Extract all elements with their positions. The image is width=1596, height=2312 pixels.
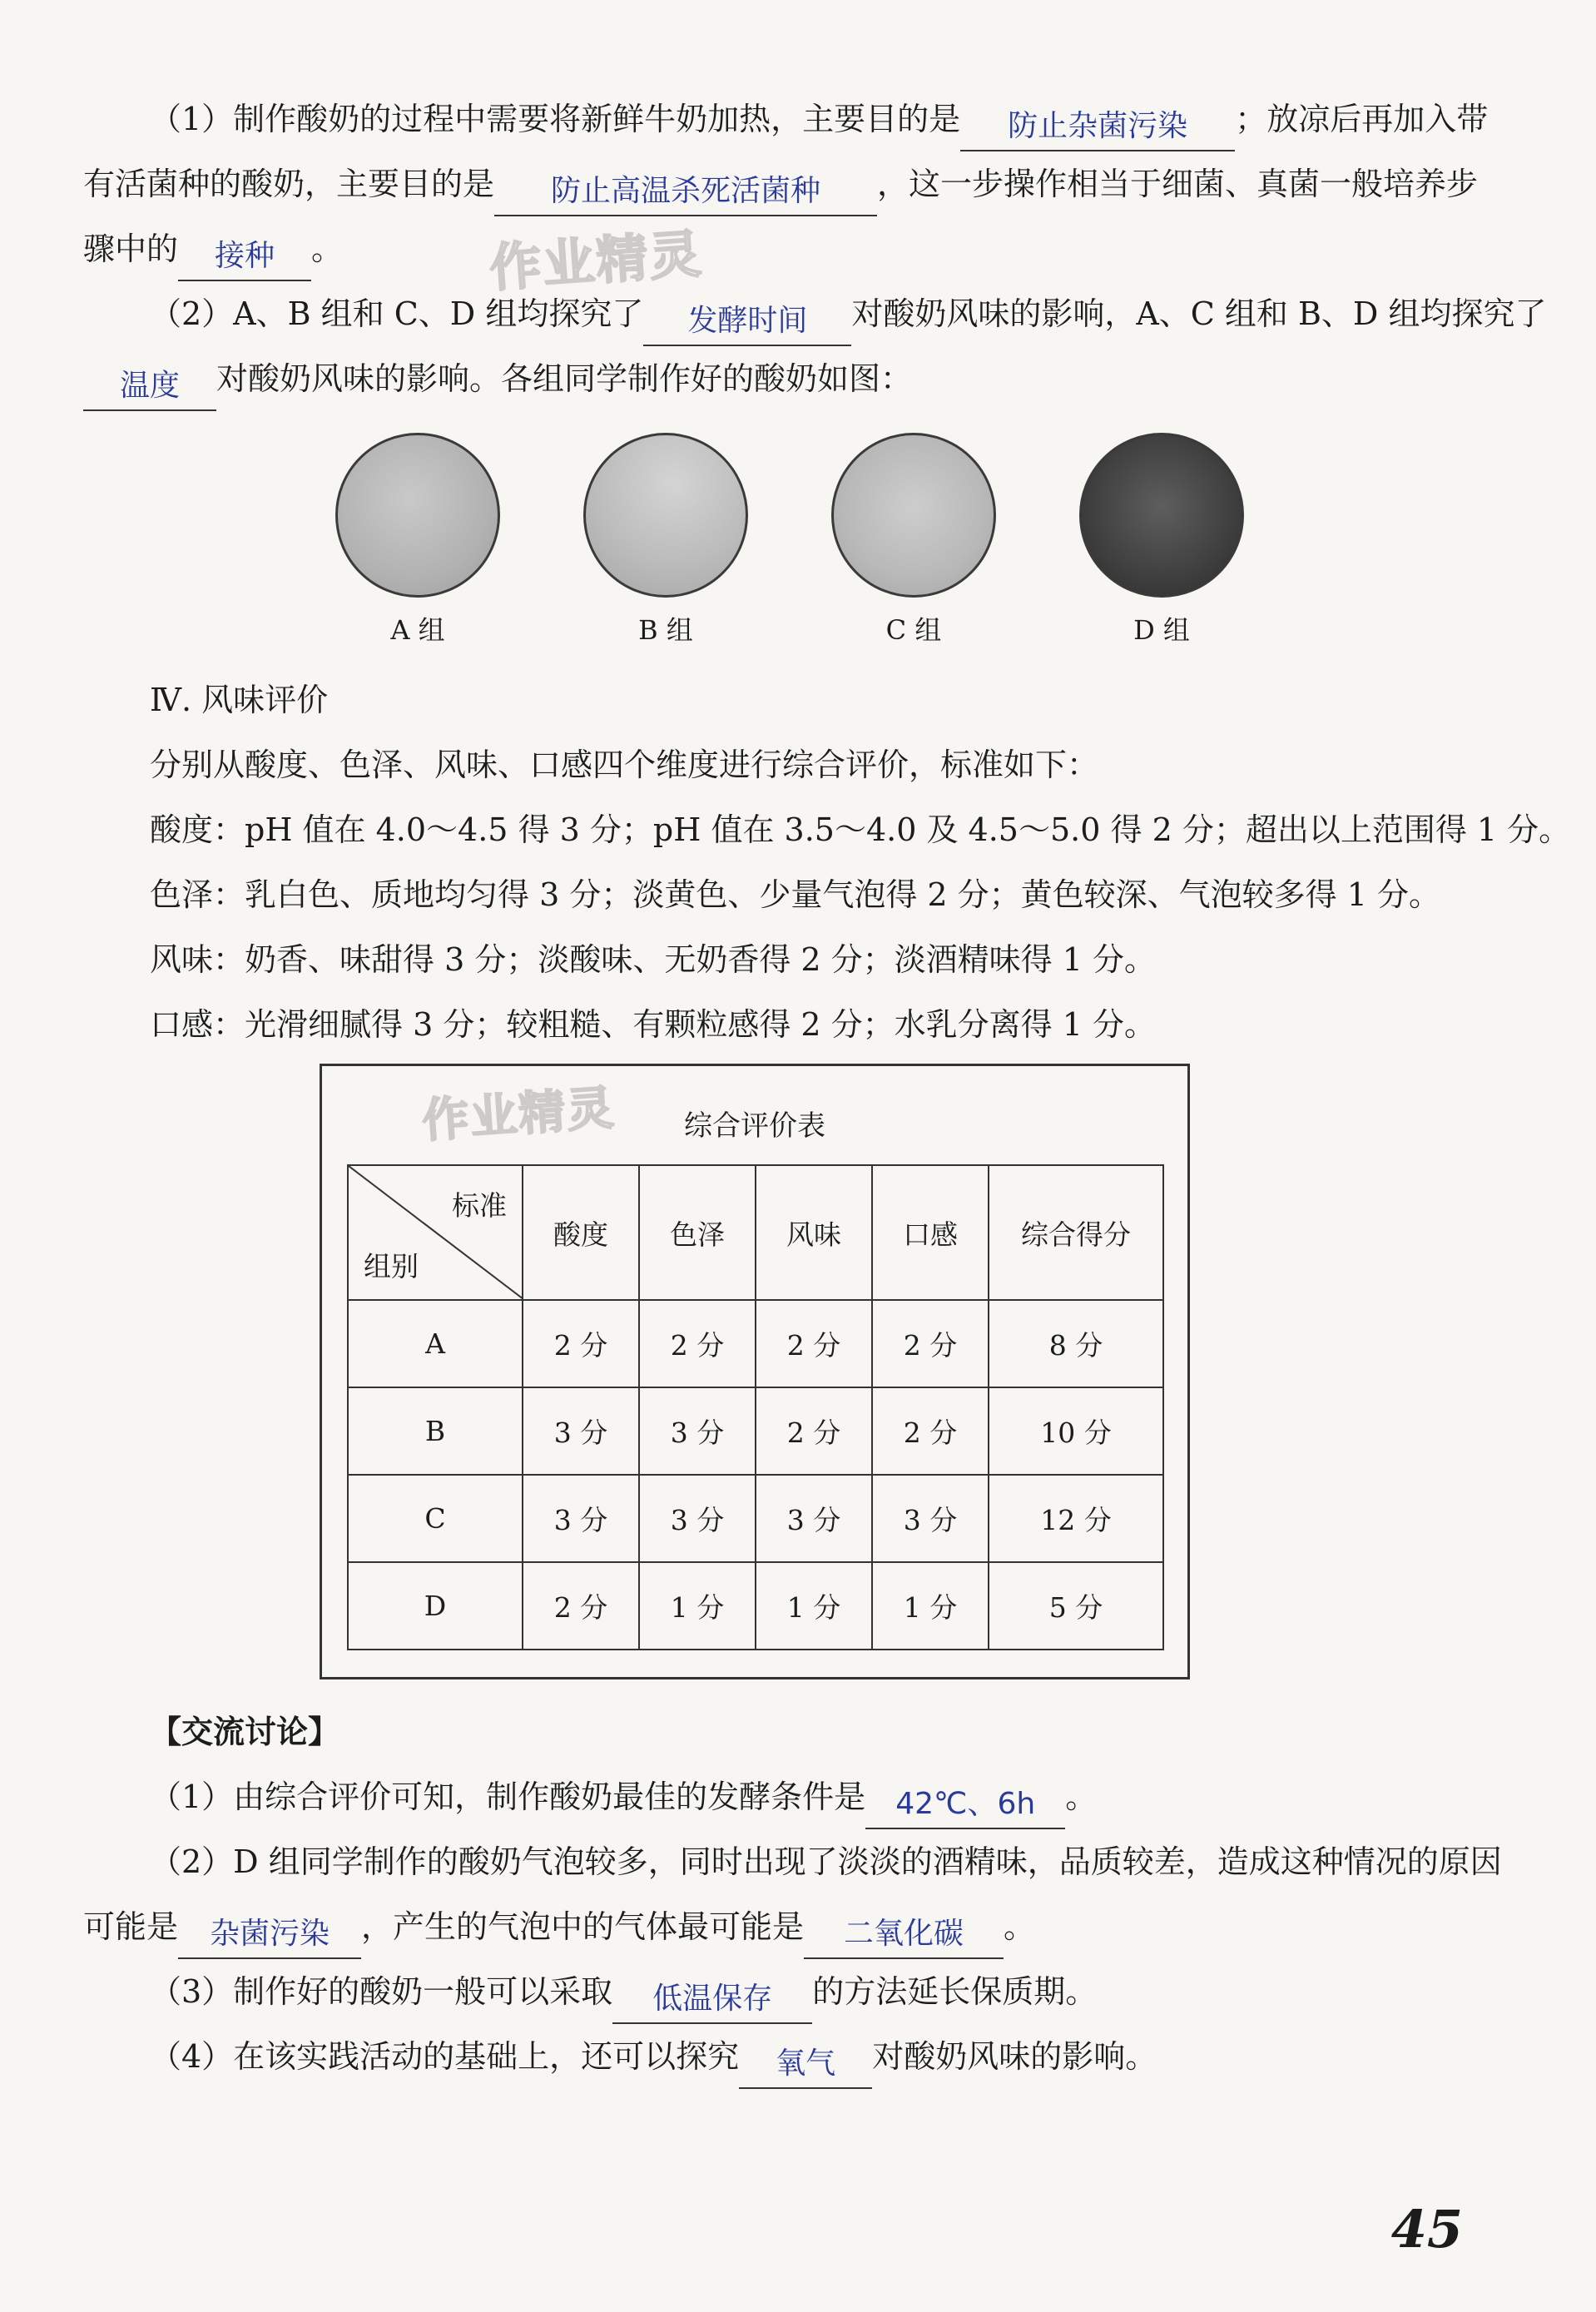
- table-title: 综合评价表: [684, 1109, 825, 1143]
- dq1-text-b: 。: [1065, 1779, 1098, 1815]
- answer-blank[interactable]: [494, 166, 877, 216]
- q1-text-e: 骤中的: [83, 231, 179, 267]
- row-group-label: C: [348, 1475, 523, 1562]
- q2-text-c: 对酸奶风味的影响。各组同学制作好的酸奶如图：: [216, 360, 913, 397]
- table-cell: 3 分: [756, 1475, 872, 1562]
- page-number: 45: [1390, 2199, 1463, 2260]
- answer-blank[interactable]: [612, 1974, 812, 2024]
- q2-text-a: （2）A、B 组和 C、D 组均探究了: [150, 295, 644, 332]
- group-b-figure: [574, 433, 757, 647]
- column-header: 综合得分: [989, 1165, 1163, 1300]
- group-d-label: D 组: [1133, 614, 1190, 646]
- table-cell: 3 分: [639, 1475, 756, 1562]
- table-cell: 10 分: [989, 1387, 1163, 1475]
- answer-blank[interactable]: [178, 1909, 361, 1959]
- answer-blank[interactable]: [83, 361, 216, 411]
- dq3-text-b: 的方法延长保质期。: [812, 1973, 1098, 2010]
- dq4-text-a: （4）在该实践活动的基础上，还可以探究: [150, 2038, 740, 2075]
- table-cell: 3 分: [639, 1387, 756, 1475]
- q1-text-c: 有活菌种的酸奶，主要目的是: [83, 166, 495, 202]
- q2-line-2: [83, 346, 1513, 411]
- group-a-figure: [326, 433, 509, 647]
- table-cell: 2 分: [872, 1300, 989, 1387]
- discussion-q3: [150, 1959, 1513, 2024]
- answer-blank[interactable]: [643, 296, 851, 346]
- answer-blank[interactable]: [960, 102, 1235, 151]
- answer-text: 42℃、6h: [895, 1787, 1036, 1821]
- table-cell: 1 分: [756, 1562, 872, 1650]
- criteria-color: 色泽：乳白色、质地均匀得 3 分；淡黄色、少量气泡得 2 分；黄色较深、气泡较多得 1 分。: [150, 876, 1441, 913]
- table-cell: 1 分: [872, 1562, 989, 1650]
- yogurt-figure: [0, 433, 1596, 666]
- table-cell: 2 分: [756, 1387, 872, 1475]
- criteria-texture: 口感：光滑细腻得 3 分；较粗糙、有颗粒感得 2 分；水乳分离得 1 分。: [150, 1006, 1157, 1043]
- criteria-acidity: 酸度：pH 值在 4.0～4.5 得 3 分；pH 值在 3.5～4.0 及 4.5～5.0 得 2 分；超出以上范围得 1 分。: [150, 811, 1571, 848]
- dq2-text-d: 。: [1004, 1908, 1036, 1945]
- q1-text-b: ；放凉后再加入带: [1235, 101, 1489, 137]
- corner-label-criteria: 标准: [452, 1189, 507, 1222]
- table-cell: 2 分: [523, 1562, 639, 1650]
- q1-text-f: 。: [311, 231, 344, 267]
- group-d-figure: [1070, 433, 1253, 647]
- answer-text: 低温保存: [652, 1982, 773, 2016]
- table-row: [348, 1562, 1163, 1650]
- dq4-text-b: 对酸奶风味的影响。: [872, 2038, 1157, 2075]
- row-group-label: D: [348, 1562, 523, 1650]
- answer-blank[interactable]: [739, 2039, 872, 2089]
- discussion-heading: 【交流讨论】: [150, 1714, 340, 1750]
- table-cell: 2 分: [872, 1387, 989, 1475]
- discussion-q2-line-2: [83, 1894, 1513, 1959]
- q1-line-3: [83, 216, 1513, 281]
- discussion-q2-line-1: （2）D 组同学制作的酸奶气泡较多，同时出现了淡淡的酒精味，品质较差，造成这种情况的原因: [150, 1843, 1502, 1880]
- table-row: [348, 1387, 1163, 1475]
- answer-text: 氧气: [776, 2047, 836, 2081]
- dq1-text-a: （1）由综合评价可知，制作酸奶最佳的发酵条件是: [150, 1779, 866, 1815]
- evaluation-table: [347, 1164, 1164, 1650]
- table-cell: 3 分: [523, 1387, 639, 1475]
- answer-text: 接种: [215, 239, 275, 273]
- table-cell: 5 分: [989, 1562, 1163, 1650]
- dq2-text-b: 可能是: [83, 1908, 179, 1945]
- answer-blank[interactable]: [178, 231, 311, 281]
- yogurt-d-image: [1079, 433, 1244, 598]
- criteria-flavor: 风味：奶香、味甜得 3 分；淡酸味、无奶香得 2 分；淡酒精味得 1 分。: [150, 941, 1157, 978]
- yogurt-c-image: [831, 433, 996, 598]
- discussion-q1: [150, 1764, 1513, 1829]
- column-header: 风味: [756, 1165, 872, 1300]
- dq2-text-c: ，产生的气泡中的气体最可能是: [361, 1908, 805, 1945]
- answer-blank[interactable]: [804, 1909, 1004, 1959]
- table-cell: 8 分: [989, 1300, 1163, 1387]
- q1-line-1: [150, 87, 1513, 151]
- row-group-label: A: [348, 1300, 523, 1387]
- table-cell: 2 分: [523, 1300, 639, 1387]
- table-cell: 2 分: [756, 1300, 872, 1387]
- answer-text: 发酵时间: [687, 304, 808, 338]
- q1-text-a: （1）制作酸奶的过程中需要将新鲜牛奶加热，主要目的是: [150, 101, 961, 137]
- dq3-text-a: （3）制作好的酸奶一般可以采取: [150, 1973, 613, 2010]
- answer-text: 防止杂菌污染: [1008, 109, 1188, 143]
- answer-text: 杂菌污染: [210, 1917, 330, 1951]
- table-cell: 2 分: [639, 1300, 756, 1387]
- corner-label-group: 组别: [364, 1250, 419, 1283]
- answer-text: 温度: [119, 369, 180, 403]
- yogurt-a-image: [335, 433, 500, 598]
- table-row: [348, 1300, 1163, 1387]
- group-c-figure: [822, 433, 1005, 647]
- q2-line-1: [150, 281, 1547, 346]
- table-cell: 1 分: [639, 1562, 756, 1650]
- column-header: 酸度: [523, 1165, 639, 1300]
- q1-text-d: ，这一步操作相当于细菌、真菌一般培养步: [877, 166, 1479, 202]
- group-b-label: B 组: [638, 614, 693, 646]
- q1-line-2: [83, 151, 1513, 216]
- answer-text: 二氧化碳: [844, 1917, 964, 1951]
- table-corner-cell: [348, 1165, 523, 1300]
- column-header: 口感: [872, 1165, 989, 1300]
- group-c-label: C 组: [885, 614, 942, 646]
- table-cell: 3 分: [523, 1475, 639, 1562]
- group-a-label: A 组: [390, 614, 445, 646]
- table-row: [348, 1475, 1163, 1562]
- criteria-intro: 分别从酸度、色泽、风味、口感四个维度进行综合评价，标准如下：: [150, 747, 1099, 783]
- table-cell: 12 分: [989, 1475, 1163, 1562]
- row-group-label: B: [348, 1387, 523, 1475]
- yogurt-b-image: [583, 433, 748, 598]
- answer-blank[interactable]: [865, 1779, 1065, 1829]
- evaluation-table-box: [320, 1064, 1190, 1679]
- section-iv-heading: Ⅳ. 风味评价: [150, 682, 329, 718]
- watermark: 作业精灵: [420, 1080, 617, 1149]
- table-cell: 3 分: [872, 1475, 989, 1562]
- q2-text-b: 对酸奶风味的影响，A、C 组和 B、D 组均探究了: [851, 295, 1547, 332]
- watermark: 作业精灵: [488, 223, 705, 299]
- answer-text: 防止高温杀死活菌种: [551, 174, 821, 208]
- discussion-q4: [150, 2024, 1513, 2089]
- column-header: 色泽: [639, 1165, 756, 1300]
